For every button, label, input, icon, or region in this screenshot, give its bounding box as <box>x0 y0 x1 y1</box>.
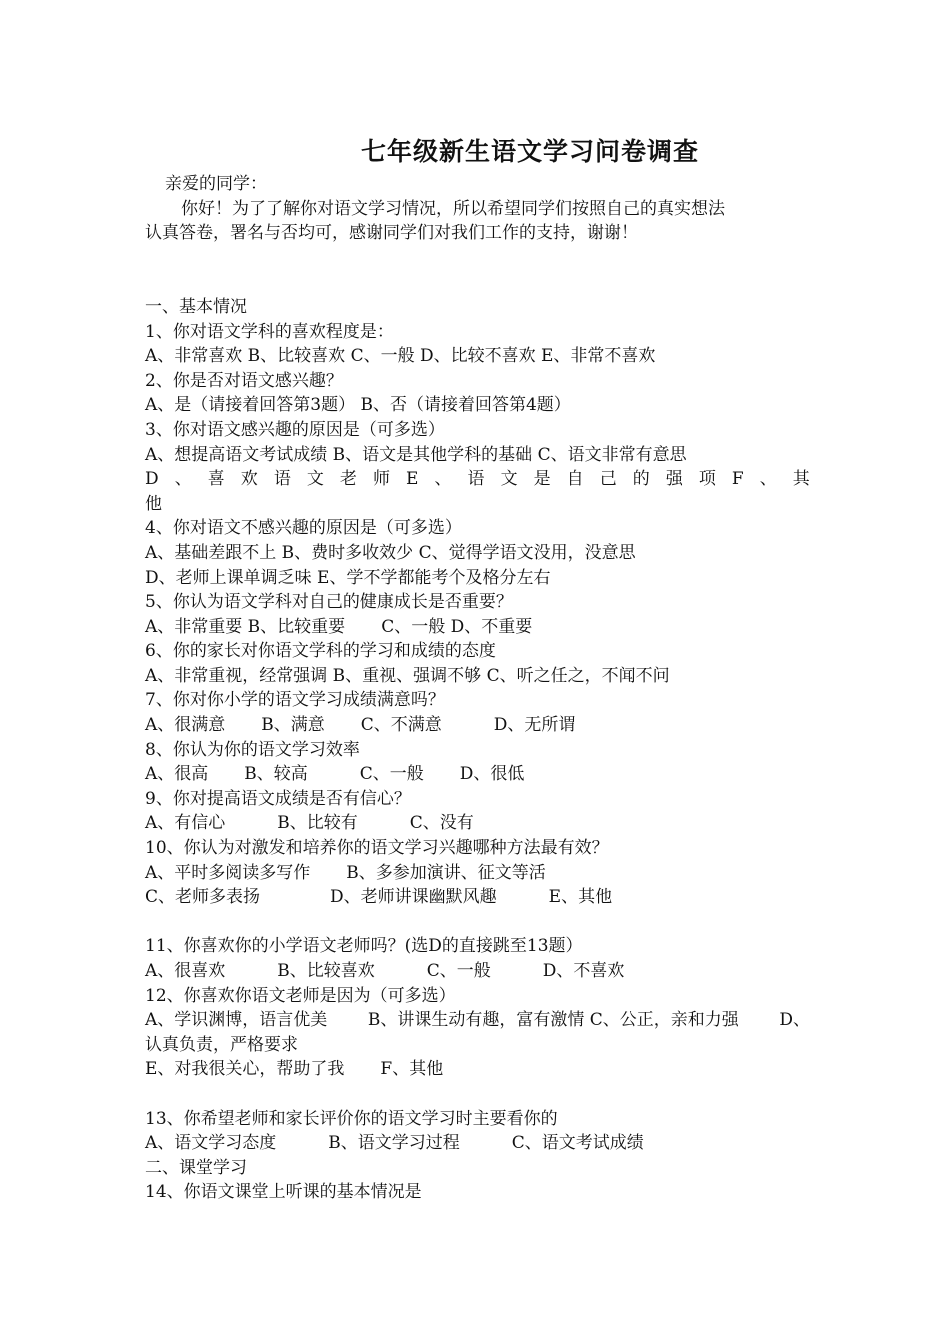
justified-char: 老 <box>339 469 357 490</box>
question-5-options <box>145 615 810 640</box>
option-a: A、语文学习态度 <box>145 1133 277 1154</box>
option-b: B、比较有 <box>277 813 358 834</box>
question-4-options-line-1: A、基础差跟不上 B、费时多收效少 C、觉得学语文没用，没意思 <box>145 542 636 563</box>
question-7: 7、你对你小学的语文学习成绩满意吗？ <box>145 690 445 711</box>
justified-char: 的 <box>632 469 650 490</box>
justified-char: F <box>731 469 744 490</box>
justified-char: 、 <box>759 469 777 490</box>
question-12: 12、你喜欢你语文老师是因为（可多选） <box>145 985 456 1006</box>
question-13: 13、你希望老师和家长评价你的语文学习时主要看你的 <box>145 1108 558 1129</box>
justified-char: D <box>145 469 159 490</box>
question-6: 6、你的家长对你语文学科的学习和成绩的态度 <box>145 641 496 662</box>
option-e: E、其他 <box>548 887 613 908</box>
question-2: 2、你是否对语文感兴趣？ <box>145 370 343 391</box>
justified-char: 其 <box>792 469 810 490</box>
question-8-options <box>145 762 810 787</box>
justified-char: 、 <box>174 469 192 490</box>
option-a: A、学识渊博，语言优美 <box>145 1010 328 1031</box>
justified-char: 项 <box>698 469 716 490</box>
question-4-options-line-2: D、老师上课单调乏味 E、学不学都能考个及格分左右 <box>145 567 551 588</box>
option-d: D、不喜欢 <box>542 961 625 981</box>
option-b: B、比较喜欢 <box>277 961 375 981</box>
document-body <box>145 172 810 1205</box>
question-3-options-line-2 <box>145 467 810 492</box>
option-b: B、较高 <box>244 764 308 785</box>
option-b: B、满意 <box>261 715 325 736</box>
justified-char: 己 <box>599 469 617 490</box>
option-d: D、无所谓 <box>493 715 576 736</box>
question-8: 8、你认为你的语文学习效率 <box>145 739 360 760</box>
option-a: A、很喜欢 <box>145 961 226 981</box>
option-d: D、老师讲课幽默风趣 <box>330 887 497 908</box>
justified-char: 文 <box>500 469 518 490</box>
question-11-options <box>145 959 810 984</box>
greeting: 亲爱的同学： <box>165 174 267 194</box>
option-b-c: B、讲课生动有趣，富有激情 C、公正，亲和力强 <box>367 1010 739 1031</box>
question-11: 11、你喜欢你的小学语文老师吗？(选D的直接跳至13题） <box>145 936 583 957</box>
option-text: A、非常重要 B、比较重要 <box>145 616 346 637</box>
option-b: B、多参加演讲、征文等活 <box>346 862 546 883</box>
question-10-options-line-2 <box>145 885 810 910</box>
question-6-options: A、非常重视，经常强调 B、重视、强调不够 C、听之任之，不闻不问 <box>145 665 670 686</box>
justified-char: 、 <box>434 469 452 490</box>
question-1: 1、你对语文学科的喜欢程度是： <box>145 321 394 342</box>
intro-line-2: 认真答卷，署名与否均可，感谢同学们对我们工作的支持，谢谢！ <box>145 223 638 244</box>
justified-char: E <box>406 469 419 490</box>
question-12-options-line-1 <box>145 1008 810 1033</box>
option-e: E、对我很关心，帮助了我 <box>145 1059 345 1080</box>
section-heading-classroom: 二、课堂学习 <box>145 1157 247 1178</box>
option-d: D、 <box>779 1010 810 1031</box>
question-1-options: A、非常喜欢 B、比较喜欢 C、一般 D、比较不喜欢 E、非常不喜欢 <box>145 346 656 367</box>
option-c: C、语文考试成绩 <box>511 1133 644 1154</box>
question-9: 9、你对提高语文成绩是否有信心？ <box>145 788 411 809</box>
question-10: 10、你认为对激发和培养你的语文学习兴趣哪种方法最有效？ <box>145 838 609 859</box>
option-a: A、很高 <box>145 764 209 785</box>
question-10-options-line-1 <box>145 861 810 886</box>
justified-char: 自 <box>566 469 584 490</box>
question-7-options <box>145 713 810 738</box>
question-3-options-line-3: 他 <box>145 493 162 514</box>
option-a: A、有信心 <box>145 813 226 834</box>
option-b: B、语文学习过程 <box>328 1133 460 1154</box>
justified-char: 文 <box>306 469 324 490</box>
question-4: 4、你对语文不感兴趣的原因是（可多选） <box>145 518 462 539</box>
option-f: F、其他 <box>380 1059 444 1080</box>
question-5: 5、你认为语文学科对自己的健康成长是否重要？ <box>145 592 513 613</box>
question-3-options-line-1: A、想提高语文考试成绩 B、语文是其他学科的基础 C、语文非常有意思 <box>145 444 687 465</box>
option-c: C、老师多表扬 <box>145 887 261 908</box>
question-9-options <box>145 811 810 836</box>
question-12-options-line-3 <box>145 1057 810 1082</box>
justified-char: 是 <box>533 469 551 490</box>
option-c: C、一般 <box>426 961 491 981</box>
option-a: A、很满意 <box>145 715 226 736</box>
justified-char: 语 <box>467 469 485 490</box>
option-d: D、很低 <box>459 764 525 785</box>
justified-char: 师 <box>372 469 390 490</box>
document-title: 七年级新生语文学习问卷调查 <box>360 137 699 166</box>
justified-char: 喜 <box>207 469 225 490</box>
option-a: A、平时多阅读多写作 <box>145 862 311 883</box>
intro-line-1: 你好！为了了解你对语文学习情况，所以希望同学们按照自己的真实想法 <box>181 198 725 219</box>
justified-char: 语 <box>273 469 291 490</box>
section-heading-basic: 一、基本情况 <box>145 296 247 317</box>
option-c: C、没有 <box>409 813 474 834</box>
question-14: 14、你语文课堂上听课的基本情况是 <box>145 1182 422 1203</box>
question-3: 3、你对语文感兴趣的原因是（可多选） <box>145 419 445 440</box>
option-text: C、一般 D、不重要 <box>381 616 533 637</box>
question-12-options-line-2: 认真负责，严格要求 <box>145 1034 298 1055</box>
question-13-options <box>145 1131 810 1156</box>
justified-char: 强 <box>665 469 683 490</box>
question-2-options: A、是（请接着回答第3题） B、否（请接着回答第4题） <box>145 395 571 416</box>
option-c: C、不满意 <box>360 715 442 736</box>
justified-char: 欢 <box>240 469 258 490</box>
option-c: C、一般 <box>359 764 424 785</box>
